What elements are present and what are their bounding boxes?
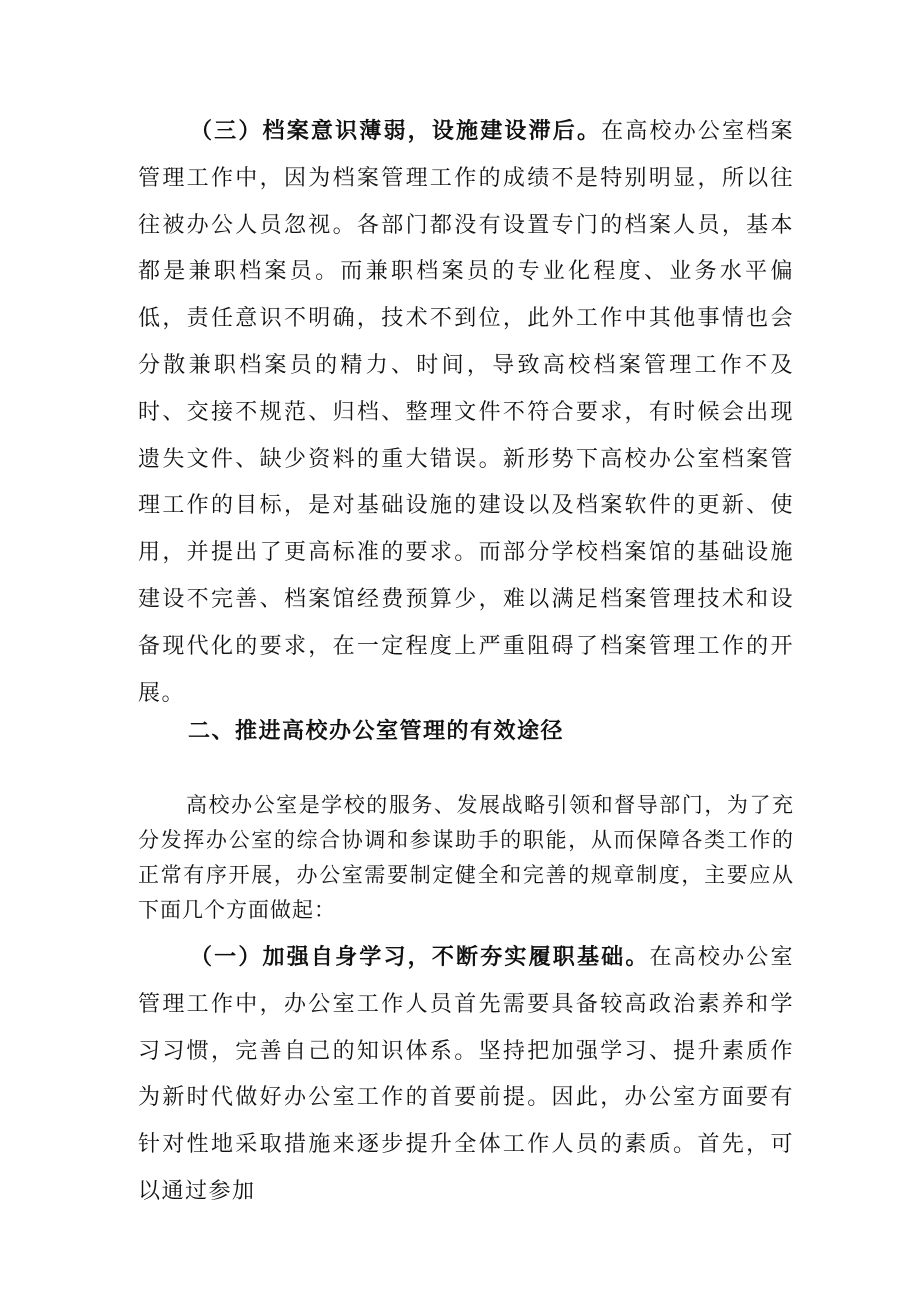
paragraph-lead-bold: （三）档案意识薄弱，设施建设滞后。 — [190, 118, 602, 144]
paragraph-archive-awareness — [138, 108, 794, 717]
paragraph-self-study — [138, 934, 794, 1216]
paragraph-body: 在高校办公室档案管理工作中，因为档案管理工作的成绩不是特别明显，所以往往被办公人员忽视。各部门都没有设置专门的档案人员，基本都是兼职档案员。而兼职档案员的专业化程度、业务水平偏低，责任意识不明确，技术不到位，此外工作中其他事情也会分散兼职档案员的精力、时间，导致高校档案管理工作不及时、交接不规范、归档、整理文件不符合要求，有时候会出现遗失文件、缺少资料的重大错误。新形势下高校办公室档案管理工作的目标，是对基础设施的建设以及档案软件的更新、使用，并提出了更高标准的要求。而部分学校档案馆的基础设施建设不完善、档案馆经费预算少，难以满足档案管理技术和设备现代化的要求，在一定程度上严重阻碍了档案管理工作的开展。 — [138, 119, 794, 706]
paragraph-body: 在高校办公室管理工作中，办公室工作人员首先需要具备较高政治素养和学习习惯，完善自己的知识体系。坚持把加强学习、提升素质作为新时代做好办公室工作的首要前提。因此，办公室方面要有针对性地采取措施来逐步提升全体工作人员的素质。首先，可以通过参加 — [138, 945, 794, 1204]
paragraph-intro: 高校办公室是学校的服务、发展战略引领和督导部门，为了充分发挥办公室的综合协调和参谋助手的职能，从而保障各类工作的正常有序开展，办公室需要制定健全和完善的规章制度，主要应从下面几个方面做起： — [138, 793, 794, 922]
section-heading: 二、推进高校办公室管理的有效途径 — [188, 718, 565, 744]
paragraph-lead-bold: （一）加强自身学习，不断夯实履职基础。 — [190, 944, 650, 970]
